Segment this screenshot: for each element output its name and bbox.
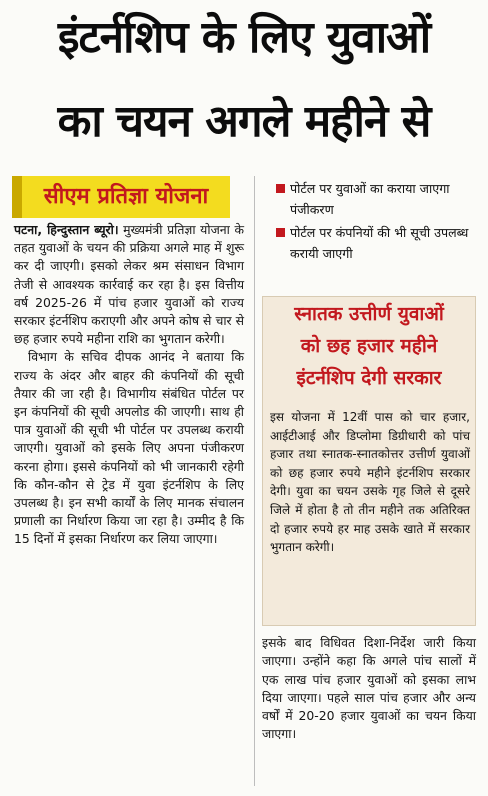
headline-line-2: का चयन अगले महीने से (57, 96, 431, 147)
bullet-text: पोर्टल पर युवाओं का कराया जाएगा पंजीकरण (290, 181, 450, 217)
article-left-column (14, 221, 244, 549)
paragraph-1-text: मुख्यमंत्री प्रतिज्ञा योजना के तहत युवाओं के चयन की प्रक्रिया अगले माह में शुरू कर दी जाएगी। इसको लेकर श्रम संसाधन विभाग तेजी से आवश्यक कार्रवाई कर रहा है। इस वित्तीय वर्ष 2025-26 में पांच हजार युवाओं को राज्य सरकार इंटर्नशिप कराएगी और अपने कोष से चार से छह हजार रुपये महीना राशि का भुगतान करेगी। (14, 222, 244, 347)
scheme-tag (12, 176, 230, 218)
red-square-icon (276, 228, 285, 237)
sidebar-heading-line-2: को छह हजार महीने (300, 335, 438, 357)
sidebar-heading-line-3: इंटर्नशिप देगी सरकार (296, 367, 442, 389)
bullet-item (276, 178, 482, 220)
bullet-text: पोर्टल पर कंपनियों की भी सूची उपलब्ध करायी जाएगी (290, 225, 469, 261)
column-divider (254, 176, 255, 786)
sidebar-heading (262, 298, 476, 394)
article-right-column: इसके बाद विधिवत दिशा-निर्देश जारी किया जाएगा। उन्होंने कहा कि अगले पांच सालों में एक लाख पांच हजार युवाओं को इसका लाभ दिया जाएगा। पहले साल पांच हजार और अन्य वर्षों में 20-20 हजार युवाओं का चयन किया जाएगा। (262, 635, 476, 742)
article-paragraph-1 (14, 221, 244, 348)
dateline: पटना, हिन्दुस्तान ब्यूरो। (14, 222, 119, 237)
highlight-bullets (276, 178, 482, 266)
red-square-icon (276, 184, 285, 193)
bullet-item (276, 222, 482, 264)
scheme-tag-label: सीएम प्रतिज्ञा योजना (43, 184, 209, 209)
sidebar-heading-line-1: स्नातक उत्तीर्ण युवाओं (294, 303, 444, 325)
article-paragraph-2: विभाग के सचिव दीपक आनंद ने बताया कि राज्य के अंदर और बाहर की कंपनियों की सूची तैयार की जा रही है। विभागीय संबंधित पोर्टल पर इन कंपनियों की सूची अपलोड की जाएगी। साथ ही पात्र युवाओं की सूची भी पोर्टल पर उपलब्ध करायी जाएगी। युवाओं को इसके लिए अपना पंजीकरण करना होगा। इससे कंपनियों को भी जानकारी रहेगी कि कौन-कौन से ट्रेड में युवा इंटर्नशिप के लिए उपलब्ध है। इन सभी कार्यों के लिए मानक संचालन प्रणाली का निर्धारण किया जा रहा है। उम्मीद है कि 15 दिनों में इसका निर्धारण कर लिया जाएगा। (14, 349, 244, 547)
headline-line-1: इंटर्नशिप के लिए युवाओं (57, 12, 431, 63)
sidebar-body: इस योजना में 12वीं पास को चार हजार, आईटीआई और डिप्लोमा डिग्रीधारी को पांच हजार तथा स्नातक-स्नातकोत्तर उत्तीर्ण युवाओं को छह हजार रुपये महीने इंटर्नशिप सरकार देगी। युवा का चयन उसके गृह जिले से दूसरे जिले में होता है तो तीन महीने तक अतिरिक्त दो हजार रुपये हर माह उसके खाते में सरकार भुगतान करेगी। (270, 410, 470, 555)
